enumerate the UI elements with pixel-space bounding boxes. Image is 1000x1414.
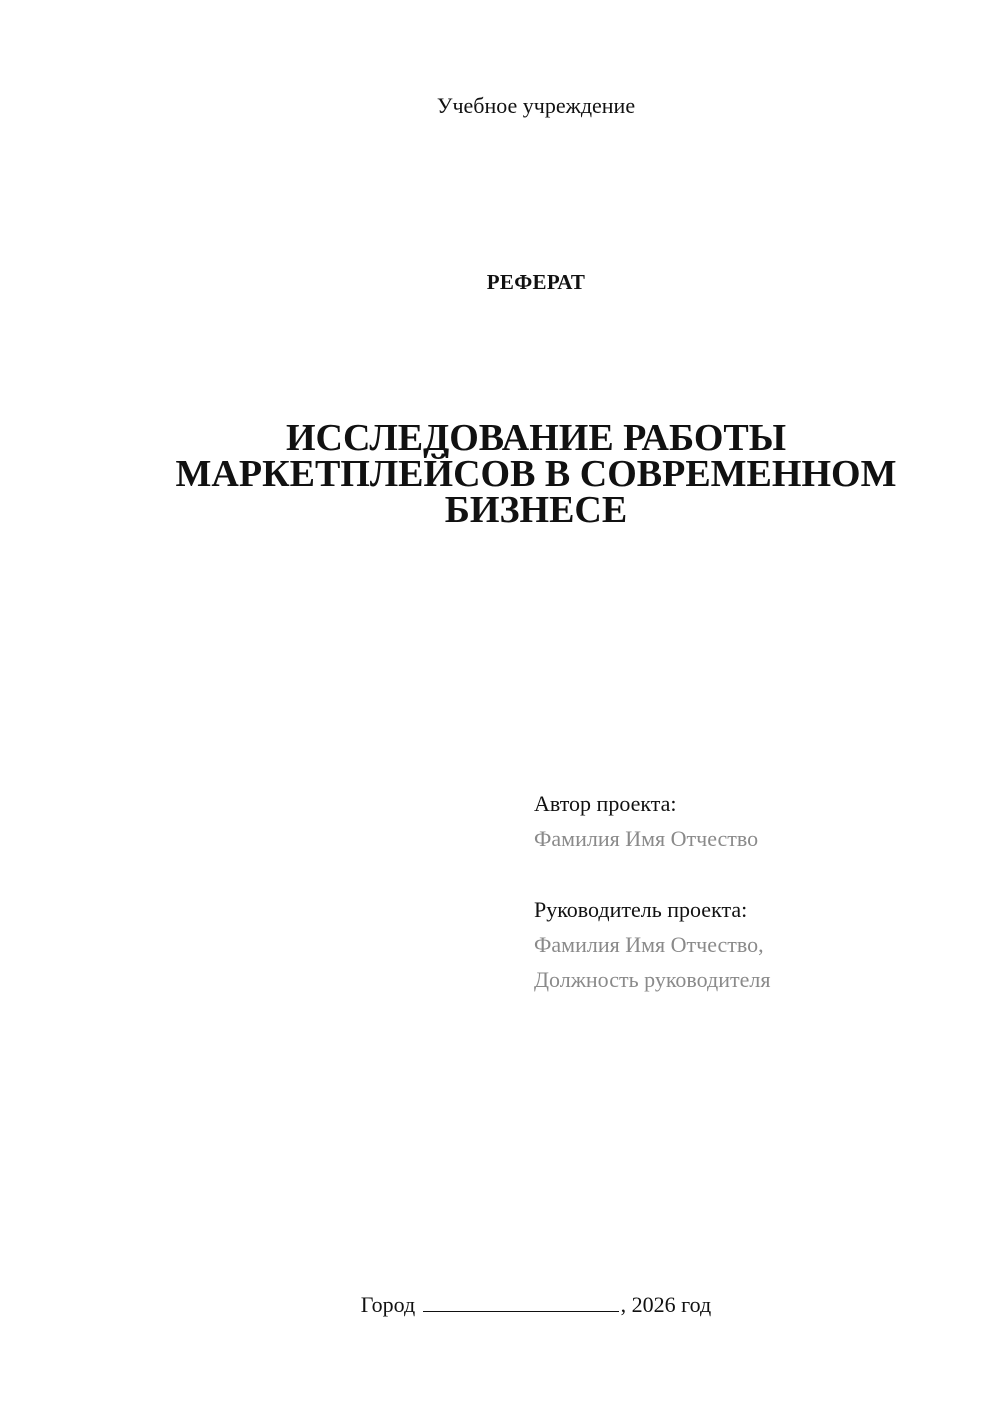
city-blank-line xyxy=(423,1291,619,1312)
document-title xyxy=(120,417,952,531)
supervisor-label: Руководитель проекта: xyxy=(534,897,748,922)
title-line: БИЗНЕСЕ xyxy=(444,489,628,531)
document-type: РЕФЕРАТ xyxy=(486,270,586,294)
institution-name: Учебное учреждение xyxy=(436,93,636,118)
city-year-line xyxy=(0,1290,1000,1320)
city-label: Город xyxy=(360,1292,416,1317)
year-text: , 2026 год xyxy=(620,1292,712,1317)
supervisor-position: Должность руководителя xyxy=(534,967,771,992)
title-line: ИССЛЕДОВАНИЕ РАБОТЫ xyxy=(285,417,787,459)
author-name: Фамилия Имя Отчество xyxy=(534,826,759,851)
title-line: МАРКЕТПЛЕЙСОВ В СОВРЕМЕННОМ xyxy=(175,453,897,495)
author-block xyxy=(534,786,974,856)
supervisor-block xyxy=(534,892,974,997)
author-label: Автор проекта: xyxy=(534,791,677,816)
supervisor-name: Фамилия Имя Отчество, xyxy=(534,932,764,957)
